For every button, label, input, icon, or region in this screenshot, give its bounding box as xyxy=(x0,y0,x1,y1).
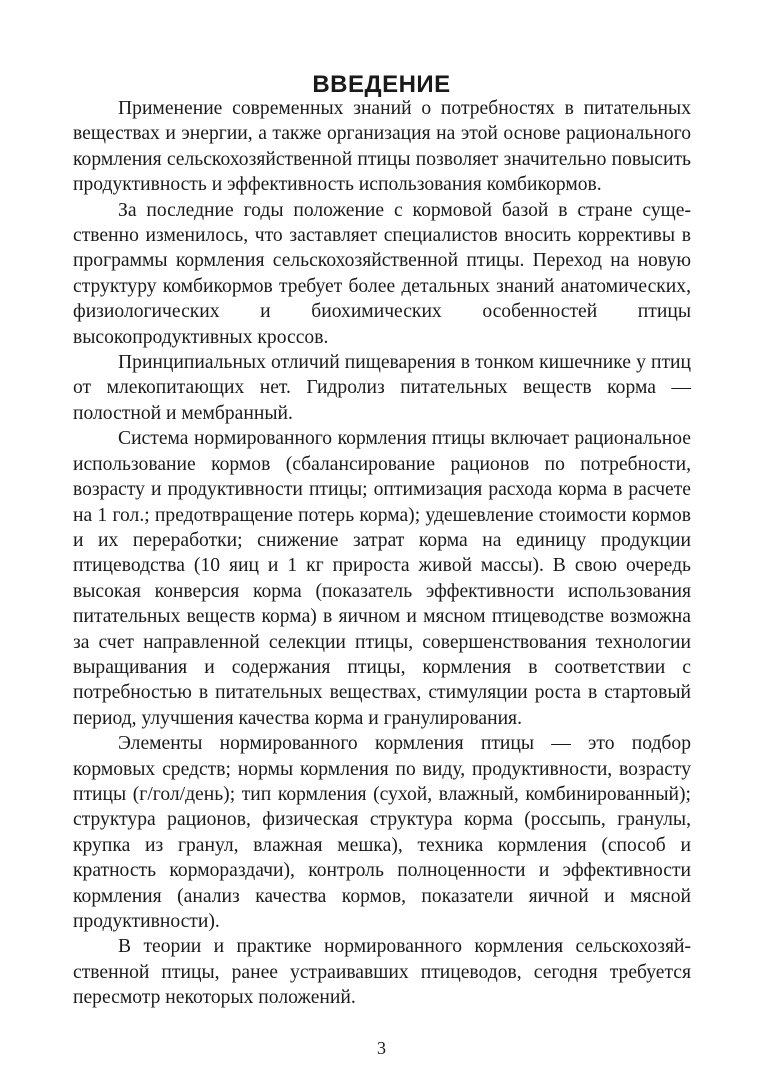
paragraph: Система нормированного кормления птицы включает рациональное использование кормов (сбалансирование рационов по потребности, возрасту и продуктивности птицы; оптимизация расхода корма в расчете на 1 гол.; предотвращение потерь корма); удешевление стоимости кормов и их переработки; снижение затрат корма на единицу продукции птицеводства (10 яиц и 1 кг прироста живой массы). В свою очередь высокая конверсия корма (показатель эффективности использования питательных веществ корма) в яичном и мясном птицеводстве возможна за счет направленной селекции птицы, совершенствования технологии выращивания и содержания птицы, кормления в соответствии с потребностью в питательных веществах, стимуляции роста в стартовый период, улучшения качества корма и гранулирования. xyxy=(73,428,691,729)
paragraph: В теории и практике нормированного кормления сельскохозяйственной птицы, ранее устраивавших птицеводов, сегодня требуется пересмотр некоторых положений. xyxy=(73,936,691,1009)
paragraph: Принципиальных отличий пищеварения в тонком кишечнике у птиц от млекопитающих нет. Гидролиз питательных веществ корма — полостной и мембранный. xyxy=(73,352,691,424)
body-text xyxy=(73,96,691,1011)
section-heading: ВВЕДЕНИЕ xyxy=(312,71,451,99)
paragraph: Элементы нормированного кормления птицы — это подбор кормовых средств; нормы кормления по виду, продуктивности, возрасту птицы (г/гол/день); тип кормления (сухой, влажный, комбинированный); структура рационов, физическая структура корма (россыпь, гранулы, крупка из гранул, влажная мешка), техника кормления (способ и кратность кормораздачи), контроль полноценности и эффективности кормления (анализ качества кормов, показатели яичной и мясной продуктивности). xyxy=(73,733,691,932)
paragraph: За последние годы положение с кормовой базой в стране существенно изменилось, что заставляет специалистов вносить коррективы в программы кормления сельскохозяйственной птицы. Переход на новую структуру комбикормов требует более детальных знаний анатомических, физиологических и биохимических особенностей птицы высокопродуктивных кроссов. xyxy=(73,199,691,348)
paragraph: Применение современных знаний о потребностях в питательных веществах и энергии, а также организация на этой основе рационального кормления сельскохозяйственной птицы позволяет значительно повысить продуктивность и эффективность использования комбикормов. xyxy=(73,98,691,196)
page-number: 3 xyxy=(377,1038,386,1058)
